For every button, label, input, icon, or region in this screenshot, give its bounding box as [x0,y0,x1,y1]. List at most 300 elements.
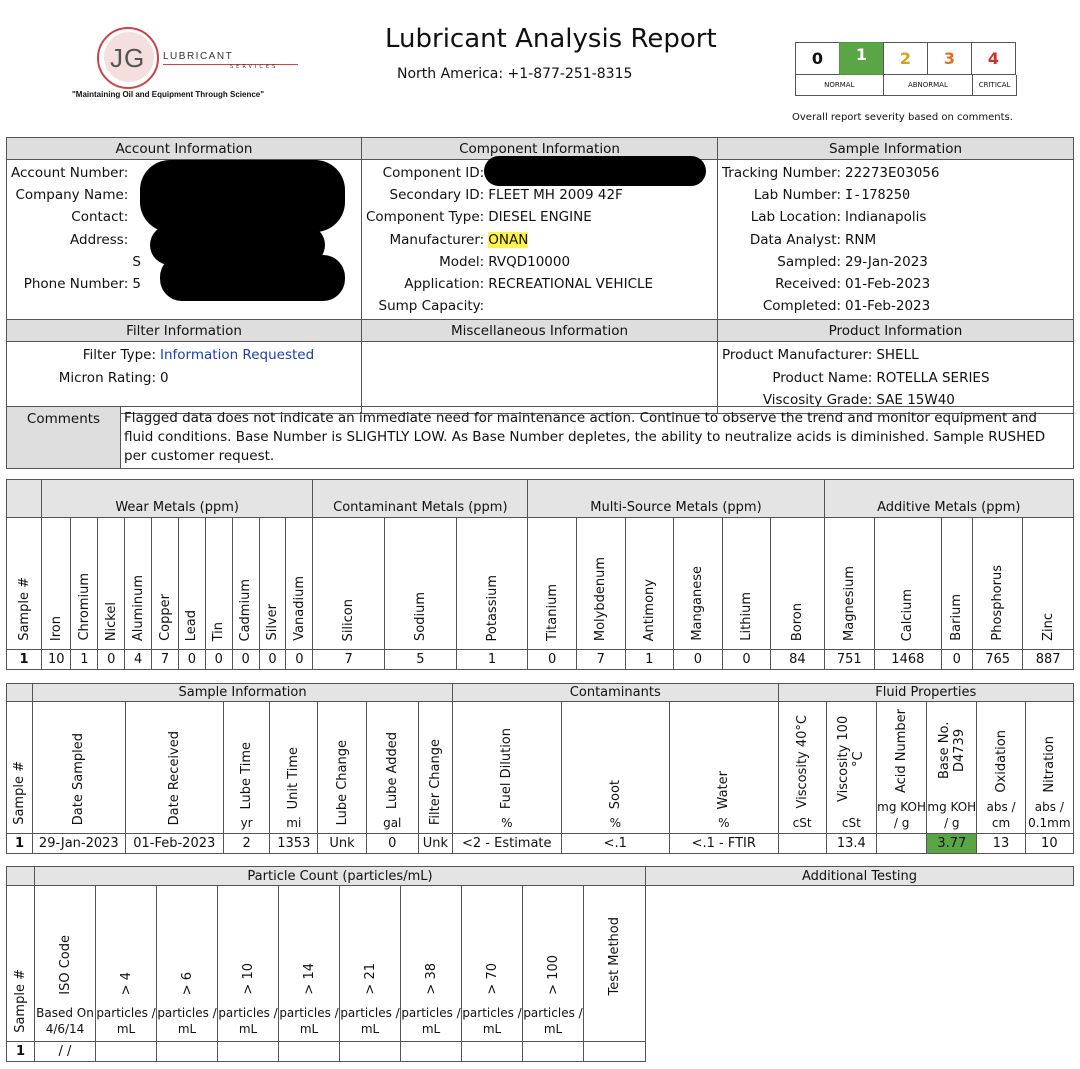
metal-column-header [771,518,824,650]
particle-table [6,866,646,1062]
metal-value: 0 [259,650,286,670]
redaction-mark [160,255,345,301]
particle-header-wrap [157,891,217,1039]
metal-column-header [313,518,385,650]
particle-column-label: > 100 [545,955,561,995]
property-column-label: Lube Time [239,741,255,809]
particle-unit: particles / mL [523,1006,583,1036]
metal-value: 1 [71,650,98,670]
metal-column-header [674,518,723,650]
property-value: <.1 - FTIR [670,834,779,854]
particle-value [401,1042,462,1062]
metal-column-header [576,518,625,650]
property-header-wrap [562,707,670,831]
component-field-label: Secondary ID: [389,187,485,204]
property-column-header [418,702,452,834]
metal-column-label: Lead [184,609,200,641]
metal-column-label: Aluminum [130,574,146,641]
severity-label-normal: NORMAL [796,75,884,95]
property-value: 29-Jan-2023 [33,834,125,854]
metal-column-label: Barium [949,594,965,641]
property-column-label: Viscosity 100 °C [836,715,867,803]
sample-column-label: Sample # [12,761,28,825]
property-header-wrap [224,707,269,831]
logo-word: LUBRICANT [163,51,234,62]
component-field-value: FLEET MH 2009 42F [488,187,623,204]
severity-level-0: 0 [795,42,840,75]
property-value [876,834,926,854]
report-title: Lubricant Analysis Report [385,24,717,54]
product-field-value: ROTELLA SERIES [876,369,990,386]
metal-column-label: Cadmium [238,578,254,641]
product-field-value: SAE 15W40 [876,391,955,408]
property-column-header [561,702,670,834]
metal-value: 887 [1023,650,1074,670]
filter-field-value: Information Requested [160,347,315,364]
sample-field-value: 01-Feb-2023 [845,298,931,315]
metal-column-header [1023,518,1074,650]
particle-column-header [340,886,401,1042]
metal-column-label: Titanium [544,584,560,641]
property-column-label: Base No. D4739 [936,721,967,779]
severity-label-abnormal: ABNORMAL [884,75,974,95]
group-row [7,480,1074,518]
metal-column-header [98,518,125,650]
particle-value [96,1042,157,1062]
account-field-label [11,251,128,273]
metal-column-label: Vanadium [291,576,307,641]
metal-column-header [42,518,71,650]
property-value: Unk [418,834,452,854]
particle-header-wrap [401,891,461,1039]
property-group-heading: Sample Information [33,684,453,702]
metal-value: 1468 [875,650,942,670]
product-field-label: Product Name: [772,369,873,386]
group-row [7,684,1074,702]
property-column-header [453,702,562,834]
metal-column-header [152,518,179,650]
property-unit: abs / cm [986,800,1016,830]
metal-value: 4 [125,650,152,670]
property-column-header [778,702,826,834]
property-column-header [670,702,779,834]
particle-unit: particles / mL [462,1006,522,1036]
property-header-wrap [670,707,778,831]
sample-col-spacer [7,684,33,702]
property-column-label: Water [716,770,732,809]
property-header-wrap [126,707,223,831]
column-row [7,886,646,1042]
severity-level-4: 4 [971,42,1016,75]
metal-column-header [286,518,313,650]
redaction-mark [140,160,345,232]
property-column-label: Lube Added [384,731,400,809]
metal-column-header [178,518,205,650]
property-column-label: Date Sampled [71,732,87,825]
table-row [7,834,1074,854]
particle-unit: Based On 4/6/14 [36,1006,94,1036]
comments-table [6,406,1074,469]
property-unit: yr [240,816,253,830]
metal-column-header [205,518,232,650]
particle-value [584,1042,646,1062]
particle-header-wrap [218,891,278,1039]
tagline: "Maintaining Oil and Equipment Through Science" [72,90,265,99]
column-row [7,518,1074,650]
component-field-label: Component Type: [366,209,485,226]
metal-value: 7 [313,650,385,670]
property-value: 2 [223,834,269,854]
metal-value: 0 [286,650,313,670]
sample-field-label: Data Analyst: [749,231,842,248]
property-column-header [125,702,223,834]
sample-column-label: Sample # [16,577,32,641]
property-header-wrap [33,707,124,831]
property-header-wrap [453,707,561,831]
particle-value: / / [35,1042,96,1062]
particle-value [157,1042,218,1062]
metal-value: 1 [625,650,674,670]
particle-value [218,1042,279,1062]
property-header-wrap [419,707,452,831]
table-row [7,1042,646,1062]
filter-field-value: 0 [160,369,169,386]
metal-value: 0 [941,650,972,670]
particle-column-label: ISO Code [57,935,73,995]
property-column-label: Soot [607,779,623,809]
component-field-value [488,229,713,251]
property-value [778,834,826,854]
metal-column-label: Lithium [738,592,754,641]
sample-field-value: 29-Jan-2023 [845,253,928,270]
property-value: 1353 [270,834,318,854]
sample-field-label: Completed: [762,298,842,315]
particle-column-label: > 6 [179,971,195,995]
particle-header-wrap [279,891,339,1039]
property-header-wrap [318,707,365,831]
severity-scale [795,42,1017,96]
property-value: 13 [977,834,1025,854]
particle-value [279,1042,340,1062]
property-column-label: Oxidation [993,730,1009,793]
property-column-header [270,702,318,834]
phone-line: North America: +1-877-251-8315 [397,66,633,82]
property-value: 10 [1025,834,1073,854]
property-unit: abs / 0.1mm [1028,800,1071,830]
metal-value: 10 [42,650,71,670]
particle-column-header [462,886,523,1042]
component-field-value: DIESEL ENGINE [488,209,592,226]
particle-column-header [218,886,279,1042]
logo-letters: JG [110,43,146,73]
particle-header-wrap [523,891,583,1039]
metal-column-header [125,518,152,650]
sample-column-label: Sample # [13,969,28,1033]
metals-table [6,479,1074,670]
component-field-label: Component ID: [382,165,485,181]
particle-column-header [96,886,157,1042]
particle-unit: particles / mL [340,1006,400,1036]
property-column-header [1025,702,1073,834]
property-column-label: Date Received [166,730,182,825]
particle-column-label: > 10 [240,963,256,995]
severity-label-critical: CRITICAL [978,81,1011,89]
product-info [718,342,1074,414]
property-column-header [876,702,926,834]
property-value: 01-Feb-2023 [125,834,223,854]
metal-value: 1 [456,650,528,670]
product-field-label: Viscosity Grade: [762,391,873,408]
additional-testing-table [645,866,1074,886]
sample-field-value: 01-Feb-2023 [845,276,931,293]
sample-field-value: Indianapolis [845,209,927,226]
property-column-label: Nitration [1041,736,1057,793]
table-row [7,650,1074,670]
particle-column-label: > 21 [362,963,378,995]
property-unit: cSt [792,816,812,830]
sample-field-label: Lab Number: [753,187,842,204]
account-field-value: 5 [132,276,141,293]
properties-table [6,683,1074,854]
product-heading: Product Information [718,320,1074,342]
particle-column-header [157,886,218,1042]
sample-number: 1 [7,650,42,670]
property-column-header [826,702,876,834]
property-value: 13.4 [826,834,876,854]
metal-value: 7 [152,650,179,670]
metal-column-label: Iron [48,615,64,641]
filter-field-label: Micron Rating: [58,369,156,386]
metal-column-label: Antimony [641,578,657,641]
metal-column-label: Zinc [1040,613,1056,641]
particle-value [340,1042,401,1062]
account-field-label: Phone Number: [23,276,129,293]
particle-header-wrap [96,891,156,1039]
misc-info [362,342,718,414]
property-group-heading: Fluid Properties [778,684,1073,702]
metal-group-heading: Contaminant Metals (ppm) [313,480,528,518]
property-unit: cSt [841,816,861,830]
particle-unit: particles / mL [157,1006,217,1036]
property-value: 3.77 [927,834,977,854]
metal-column-header [456,518,528,650]
metal-column-label: Chromium [76,573,92,641]
property-value: Unk [318,834,366,854]
comments-text: Flagged data does not indicate an immediate need for maintenance action. Continue to observe the trend and monitor equipment and fluid conditions. Base Number is SLIGHTLY LOW. As Base Number depletes, the ability to neutralize acids is diminished. Sample RUSHED per customer request. [121,407,1074,469]
metal-value: 0 [232,650,259,670]
sample-field-value: 22273E03056 [845,165,940,181]
property-unit: % [718,816,730,830]
property-header-wrap [367,707,418,831]
metal-column-label: Silver [265,604,281,641]
additional-testing-heading: Additional Testing [646,867,1074,886]
metal-group-heading: Additive Metals (ppm) [824,480,1073,518]
sample-field-label: Tracking Number: [722,165,842,181]
metal-value: 0 [178,650,205,670]
sample-col-spacer [7,480,42,518]
property-column-header [33,702,125,834]
sample-field-value: I-178250 [845,187,911,204]
sample-field-value: RNM [845,231,877,248]
particle-column-label: Test Method [607,916,622,995]
severity-level-3: 3 [927,42,972,75]
metal-column-header [824,518,874,650]
metal-column-header [528,518,577,650]
sample-column-header [7,518,42,650]
particle-header-wrap [340,891,400,1039]
metal-value: 7 [576,650,625,670]
property-unit: mg KOH / g [877,800,926,830]
account-field-label: Account Number: [11,165,129,181]
sample-col-spacer [7,867,35,886]
metal-column-header [232,518,259,650]
property-column-label: Lube Change [334,739,350,825]
metal-group-heading: Wear Metals (ppm) [42,480,313,518]
sample-field-label: Received: [775,276,842,293]
metal-column-header [722,518,771,650]
sample-number: 1 [7,1042,35,1062]
particle-column-header [279,886,340,1042]
filter-info [7,342,362,414]
metal-column-header [875,518,942,650]
property-unit: % [609,816,621,830]
sample-number: 1 [7,834,33,854]
sample-column-header [7,886,35,1042]
particle-column-header [584,886,646,1042]
column-row [7,702,1074,834]
metal-value: 765 [972,650,1022,670]
particle-group-heading: Particle Count (particles/mL) [35,867,646,886]
component-field-label: Sump Capacity: [378,298,485,315]
sample-heading: Sample Information [718,138,1074,160]
severity-level-2: 2 [883,42,928,75]
metal-column-label: Boron [789,602,805,641]
property-column-label: Viscosity 40°C [794,715,810,809]
property-unit: mg KOH / g [927,800,977,830]
metal-column-label: Tin [211,621,227,641]
property-header-wrap [927,707,976,831]
metal-column-header [625,518,674,650]
property-column-header [977,702,1025,834]
metal-column-label: Magnesium [841,566,857,641]
metal-value: 5 [385,650,457,670]
account-field-label: Address: [70,231,129,248]
filter-heading: Filter Information [7,320,362,342]
particle-value [462,1042,523,1062]
particle-header-wrap [584,891,645,1039]
property-column-label: Acid Number [894,708,910,793]
particle-unit: particles / mL [279,1006,339,1036]
metal-column-label: Copper [157,594,173,641]
component-field-value: RECREATIONAL VEHICLE [488,276,654,293]
metal-value: 0 [722,650,771,670]
particle-unit: particles / mL [96,1006,156,1036]
metal-column-label: Nickel [103,601,119,641]
metal-column-header [972,518,1022,650]
metal-column-header [259,518,286,650]
particle-column-header [35,886,96,1042]
particle-header-wrap [35,891,95,1039]
property-column-label: Filter Change [427,738,443,825]
property-column-header [927,702,977,834]
metal-column-header [941,518,972,650]
metal-value: 0 [98,650,125,670]
particle-column-header [401,886,462,1042]
product-field-label: Product Manufacturer: [722,347,873,364]
metal-column-label: Calcium [900,588,916,641]
property-header-wrap [877,707,926,831]
account-field-value: S [132,253,141,270]
property-value: <.1 [561,834,670,854]
particle-column-header [523,886,584,1042]
metal-value: 0 [674,650,723,670]
particle-column-label: > 38 [423,963,439,995]
property-header-wrap [779,707,826,831]
property-unit: gal [383,816,402,830]
component-heading: Component Information [362,138,718,160]
property-column-header [366,702,418,834]
property-column-label: Unit Time [286,746,302,809]
property-header-wrap [977,707,1024,831]
particle-column-label: > 70 [484,963,500,995]
redaction-mark [484,156,706,186]
property-header-wrap [827,707,876,831]
property-unit: mi [286,816,302,830]
property-header-wrap [1026,707,1073,831]
particle-unit: particles / mL [218,1006,278,1036]
particle-header-wrap [462,891,522,1039]
account-field-label: Company Name: [15,187,129,204]
account-heading: Account Information [7,138,362,160]
highlight: ONAN [488,231,529,248]
particle-column-label: > 4 [118,971,134,995]
property-group-heading: Contaminants [453,684,779,702]
misc-heading: Miscellaneous Information [362,320,718,342]
metal-column-label: Silicon [341,598,357,641]
property-column-label: Fuel Dilution [499,727,515,809]
particle-unit: particles / mL [401,1006,461,1036]
account-field-label: Contact: [71,209,129,226]
property-value: 0 [366,834,418,854]
product-field-value: SHELL [876,347,919,364]
metal-column-label: Manganese [690,566,706,641]
sample-info [718,160,1074,320]
component-field-value: RVQD10000 [488,253,571,270]
sample-column-header [7,702,33,834]
severity-level-1: 1 [839,42,884,75]
metal-group-heading: Multi-Source Metals (ppm) [528,480,824,518]
component-field-label: Model: [439,253,485,270]
property-header-wrap [270,707,317,831]
component-field-value [488,295,713,317]
logo-sub: SERVICES [230,64,279,70]
metal-column-label: Sodium [412,592,428,641]
metal-value: 0 [528,650,577,670]
severity-note: Overall report severity based on comments. [792,112,1013,123]
metal-column-header [71,518,98,650]
component-field-label: Manufacturer: [389,231,485,248]
particle-column-label: > 14 [301,963,317,995]
metal-value: 84 [771,650,824,670]
metal-column-label: Phosphorus [990,565,1006,641]
property-column-header [223,702,269,834]
metal-column-label: Potassium [484,574,500,641]
comments-label: Comments [7,407,121,469]
particle-value [523,1042,584,1062]
metal-value: 751 [824,650,874,670]
component-field-label: Application: [404,276,485,293]
property-value: <2 - Estimate [453,834,562,854]
